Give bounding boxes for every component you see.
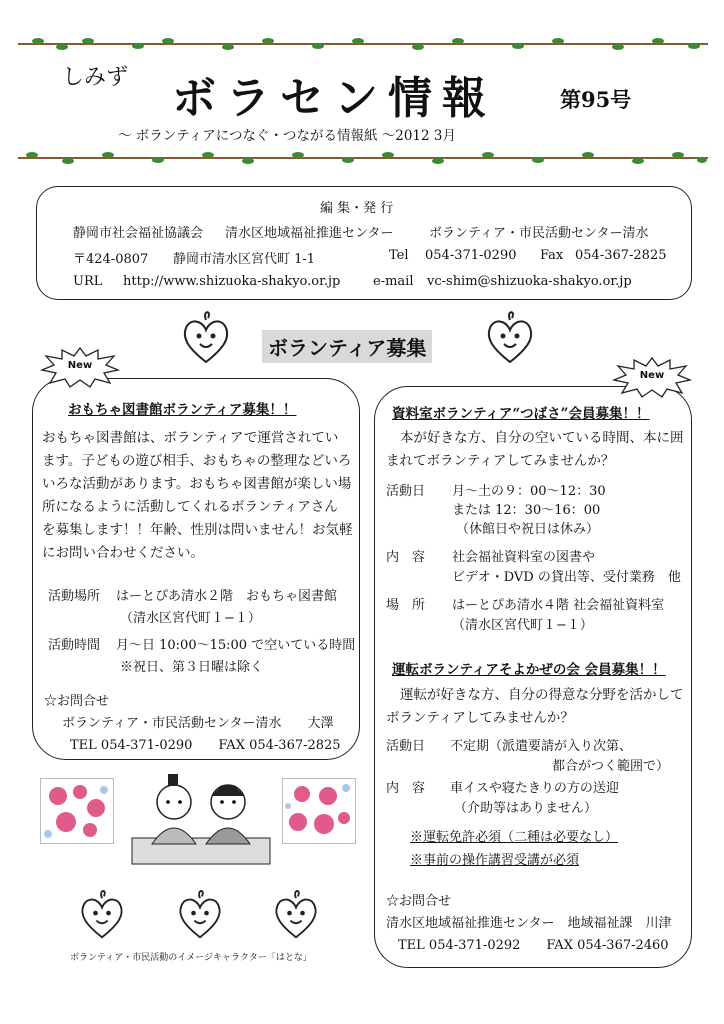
toy-library-body-2: ます。子どもの遊び相手、おもちゃの整理などいろ <box>42 453 352 469</box>
top-vine-decoration <box>18 36 708 52</box>
activity-time: 月〜日 10:00〜15:00 で空いている時間 <box>116 638 356 653</box>
toy-library-body-3: いろな活動があります。おもちゃ図書館が楽しい場 <box>42 476 352 492</box>
newsletter-subtitle: ～ ボランティアにつなぐ・つながる情報紙 ～2012 3月 <box>118 128 456 144</box>
flower-icon <box>40 778 114 844</box>
toy-library-title: おもちゃ図書館ボランティア募集！！ <box>68 402 297 418</box>
publisher-info-box <box>36 186 692 300</box>
driving-day-1: 不定期（派遣要請が入り次第、 <box>450 739 633 754</box>
address: 静岡市清水区宮代町 1-1 <box>173 252 316 267</box>
toy-library-body-6: にお問い合わせください。 <box>42 545 204 561</box>
new-badge <box>612 356 692 398</box>
activity-place: はーとぴあ清水２階 おもちゃ図書館 <box>116 589 338 604</box>
website-link[interactable]: http://www.shizuoka-shakyo.or.jp <box>123 274 341 289</box>
issue-number: 第95号 <box>560 87 632 112</box>
archive-place-label: 場 所 <box>386 598 426 613</box>
info-heading: 編 集・発 行 <box>320 201 394 216</box>
mascot-hatona-icon <box>270 884 322 944</box>
org-center: 清水区地域福祉推進センター <box>225 226 394 241</box>
postal-code: 〒424-0807 <box>73 252 149 267</box>
mascot-hatona-icon <box>178 308 234 368</box>
hina-dolls-illustration <box>130 768 272 870</box>
archive-place-2: （清水区宮代町１−１） <box>452 618 593 633</box>
archive-day-1: 月〜土の９：00〜12：30 <box>452 484 606 499</box>
new-badge-label: New <box>639 370 665 381</box>
driving-content-1: 車イスや寝たきりの方の送迎 <box>450 781 619 796</box>
mascot-hatona-icon <box>76 884 128 944</box>
newsletter-prefix: しみず <box>62 65 129 90</box>
driving-day-label: 活動日 <box>386 739 426 754</box>
archive-body-2: まれてボランティアしてみませんか？ <box>386 453 615 469</box>
archive-day-3: （休館日や祝日は休み） <box>456 522 600 537</box>
mascot-hatona-icon <box>482 306 538 368</box>
tel-label: Tel <box>389 248 409 263</box>
url-label: URL <box>73 274 103 289</box>
driving-day-2: 都合がつく範囲で） <box>552 759 670 774</box>
driving-requirement-1: ※運転免許必須（二種は必要なし） <box>410 830 619 845</box>
email-link[interactable]: vc-shim@shizuoka-shakyo.or.jp <box>427 274 632 289</box>
archive-body-1: 本が好きな方、自分の空いている時間、本に囲 <box>400 430 684 446</box>
archive-content-label: 内 容 <box>386 550 426 565</box>
driving-content-2: （介助等はありません） <box>454 801 598 816</box>
bottom-vine-decoration <box>18 150 708 166</box>
contact-phone: TEL 054-371-0290 FAX 054-367-2825 <box>70 738 341 753</box>
archive-day-2: または 12：30〜16：00 <box>452 503 601 518</box>
archive-content-2: ビデオ・DVD の貸出等、受付業務 他 <box>452 570 681 585</box>
contact-org: ボランティア・市民活動センター清水 大澤 <box>62 716 334 731</box>
org-volunteer-center: ボランティア・市民活動センター清水 <box>429 226 649 241</box>
contact-label: ☆お問合せ <box>44 694 110 709</box>
archive-day-label: 活動日 <box>386 484 426 499</box>
activity-time-note: ※祝日、第３日曜は除く <box>120 660 264 675</box>
driving-body-1: 運転が好きな方、自分の得意な分野を活かして <box>400 687 684 703</box>
mascot-hatona-icon <box>174 884 226 944</box>
driving-volunteer-title: 運転ボランティアそよかぜの会 会員募集！！ <box>392 662 666 678</box>
activity-place-address: （清水区宮代町１−１） <box>120 611 261 626</box>
email-label: e-mail <box>373 274 414 289</box>
toy-library-body-5: を募集します！！年齢、性別は問いません！お気軽 <box>42 522 353 538</box>
mascot-caption: ボランティア・市民活動のイメージキャラクター「はとな」 <box>70 953 312 963</box>
org-council: 静岡市社会福祉協議会 <box>73 226 204 241</box>
right-contact-phone: TEL 054-371-0292 FAX 054-367-2460 <box>398 938 669 953</box>
newsletter-title: ボラセン情報 <box>172 73 496 124</box>
archive-content-1: 社会福祉資料室の図書や <box>452 550 596 565</box>
toy-library-body-1: おもちゃ図書館は、ボランティアで運営されてい <box>42 430 339 446</box>
right-contact-label: ☆お問合せ <box>386 894 452 909</box>
tel-number: 054-371-0290 <box>425 248 517 263</box>
flower-icon <box>282 778 356 844</box>
driving-content-label: 内 容 <box>386 781 426 796</box>
toy-library-body-4: 所になるように活動してくれるボランティアさん <box>42 499 338 515</box>
right-contact-org: 清水区地域福祉推進センター 地域福祉課 川津 <box>386 916 672 931</box>
new-badge <box>40 346 120 388</box>
activity-place-label: 活動場所 <box>48 589 101 604</box>
archive-volunteer-title: 資料室ボランティア“つばさ”会員募集！！ <box>392 406 650 422</box>
driving-body-2: ボランティアしてみませんか？ <box>386 710 574 726</box>
archive-place-1: はーとぴあ清水４階 社会福祉資料室 <box>452 598 665 613</box>
fax-number: 054-367-2825 <box>575 248 667 263</box>
driving-requirement-2: ※事前の操作講習受講が必須 <box>410 853 580 868</box>
fax-label: Fax <box>540 248 564 263</box>
volunteer-recruitment-banner: ボランティア募集 <box>262 330 432 363</box>
new-badge-label: New <box>67 360 93 371</box>
activity-time-label: 活動時間 <box>48 638 101 653</box>
